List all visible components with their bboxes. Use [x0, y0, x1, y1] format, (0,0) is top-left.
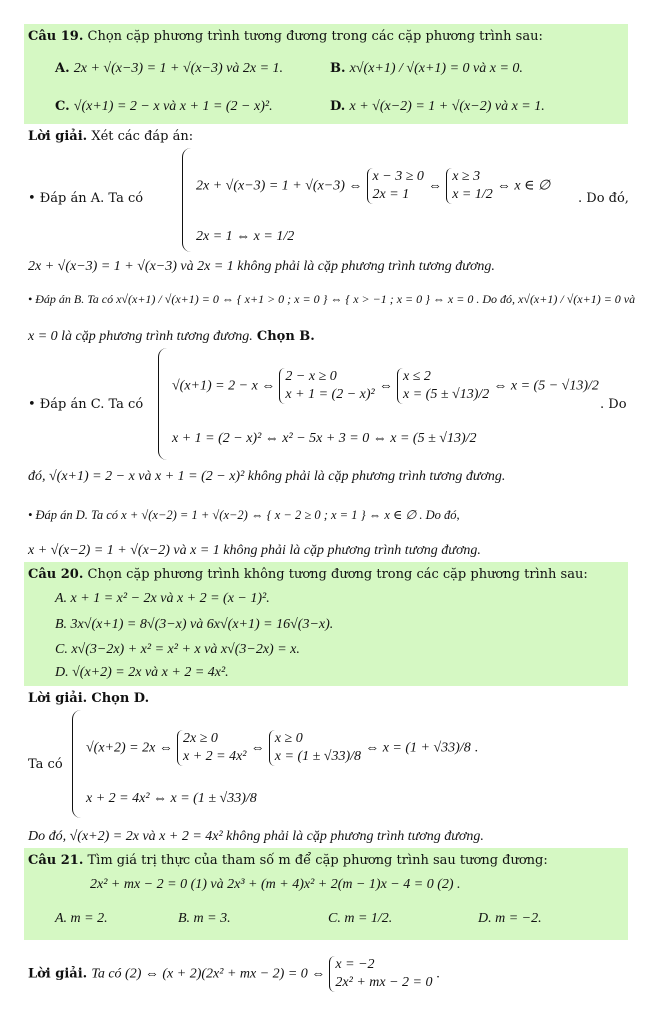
question-21-title: Câu 21.: [28, 853, 84, 868]
q19-option-b: B. x√(x+1) / √(x+1) = 0 và x = 0.: [330, 61, 523, 76]
q19-a-conclusion: 2x + √(x−3) = 1 + √(x−3) và 2x = 1 không phải là cặp phương trình tương đương.: [28, 259, 495, 274]
q21-option-a: A. m = 2.: [55, 911, 108, 926]
q19-c-conclusion: đó, √(x+1) = 2 − x và x + 1 = (2 − x)² không phải là cặp phương trình tương đương.: [28, 469, 506, 484]
q21-system: x = −2 2x² + mx − 2 = 0: [329, 956, 432, 992]
q20-answer: Chọn D.: [91, 691, 150, 706]
q19-option-a: A. 2x + √(x−3) = 1 + √(x−3) và 2x = 1.: [55, 61, 284, 76]
q19-a-system2: x ≥ 3 x = 1/2: [446, 168, 493, 204]
q21-option-b: B. m = 3.: [178, 911, 231, 926]
q19-solution-intro: Lời giải. Xét các đáp án:: [28, 129, 194, 144]
q19-a-lead: • Đáp án A. Ta có: [28, 191, 144, 206]
q19-d-conclusion: x + √(x−2) = 1 + √(x−2) và x = 1 không phải là cặp phương trình tương đương.: [28, 543, 481, 558]
q19-c-system1: 2 − x ≥ 0 x + 1 = (2 − x)²: [279, 368, 374, 404]
solution-label: Lời giải.: [28, 691, 88, 706]
q20-option-d: D. √(x+2) = 2x và x + 2 = 4x².: [55, 665, 229, 680]
q20-option-c: C. x√(3−2x) + x² = x² + x và x√(3−2x) = x.: [55, 642, 300, 657]
question-21-prompt: Tìm giá trị thực của tham số m để cặp phương trình sau tương đương:: [87, 853, 548, 868]
q20-option-b: B. 3x√(x+1) = 8√(3−x) và 6x√(x+1) = 16√(3−x).: [55, 617, 334, 632]
q20-solution-header: [28, 690, 632, 708]
q21-option-c: C. m = 1/2.: [328, 911, 393, 926]
solution-label: Lời giải.: [28, 129, 88, 144]
q19-b-conclusion: x = 0 là cặp phương trình tương đương. Chọn B.: [28, 329, 315, 344]
question-20-title: Câu 20.: [28, 567, 84, 582]
question-19-header: [28, 28, 632, 46]
q20-option-a: A. x + 1 = x² − 2x và x + 2 = (x − 1)².: [55, 591, 270, 606]
q19-a-brace: [182, 148, 191, 252]
q19-c-system2: x ≤ 2 x = (5 ± √13)/2: [397, 368, 489, 404]
q19-a-system1: x − 3 ≥ 0 2x = 1: [367, 168, 424, 204]
q19-c-brace: [158, 348, 167, 460]
q21-solution: Lời giải. Ta có (2) ⇔ (x + 2)(2x² + mx − 2) = 0 ⇔ x = −2 2x² + mx − 2 = 0 .: [28, 957, 441, 990]
q21-equations: 2x² + mx − 2 = 0 (1) và 2x³ + (m + 4)x² + 2(m − 1)x − 4 = 0 (2) .: [90, 877, 461, 892]
q19-c-line1: √(x+1) = 2 − x ⇔ 2 − x ≥ 0 x + 1 = (2 − x)² ⇔ x ≤ 2 x = (5 ± √13)/2 ⇔ x = (5 − √13)/2: [172, 369, 599, 402]
q20-lead: Ta có: [28, 757, 63, 772]
q19-a-line2: 2x = 1 ⇔ x = 1/2: [196, 229, 295, 244]
question-21-header: [28, 852, 632, 870]
q19-b-line: • Đáp án B. Ta có x√(x+1) / √(x+1) = 0 ⇔ { x+1 > 0 ; x = 0 } ⇔ { x > −1 ; x = 0 } ⇔ x = 0 . Do đó, x√(x+1) / √(x+1) = 0 và: [28, 292, 636, 306]
q19-answer: Chọn B.: [256, 329, 315, 344]
question-19-title: Câu 19.: [28, 29, 84, 44]
q19-a-tail: . Do đó,: [578, 191, 629, 206]
q20-conclusion: Do đó, √(x+2) = 2x và x + 2 = 4x² không phải là cặp phương trình tương đương.: [28, 829, 484, 844]
q21-option-d: D. m = −2.: [478, 911, 542, 926]
q20-brace: [72, 710, 81, 818]
q19-c-line2: x + 1 = (2 − x)² ⇔ x² − 5x + 3 = 0 ⇔ x = (5 ± √13)/2: [172, 431, 477, 446]
q19-option-c: C. √(x+1) = 2 − x và x + 1 = (2 − x)².: [55, 99, 273, 114]
q19-option-d: D. x + √(x−2) = 1 + √(x−2) và x = 1.: [330, 99, 545, 114]
q19-d-line: • Đáp án D. Ta có x + √(x−2) = 1 + √(x−2) ⇔ { x − 2 ≥ 0 ; x = 1 } ⇔ x ∈ ∅ . Do đó,: [28, 508, 460, 522]
q19-c-lead: • Đáp án C. Ta có: [28, 397, 144, 412]
q20-system1: 2x ≥ 0 x + 2 = 4x²: [177, 730, 247, 766]
q20-line2: x + 2 = 4x² ⇔ x = (1 ± √33)/8: [86, 791, 257, 806]
solution-label: Lời giải.: [28, 966, 88, 982]
question-20-prompt: Chọn cặp phương trình không tương đương trong các cặp phương trình sau:: [87, 567, 588, 582]
question-19-prompt: Chọn cặp phương trình tương đương trong các cặp phương trình sau:: [87, 29, 543, 44]
q20-system2: x ≥ 0 x = (1 ± √33)/8: [269, 730, 361, 766]
q19-a-line1: 2x + √(x−3) = 1 + √(x−3) ⇔ x − 3 ≥ 0 2x = 1 ⇔ x ≥ 3 x = 1/2 ⇔ x ∈ ∅: [196, 169, 551, 202]
q20-line1: √(x+2) = 2x ⇔ 2x ≥ 0 x + 2 = 4x² ⇔ x ≥ 0 x = (1 ± √33)/8 ⇔ x = (1 + √33)/8 .: [86, 731, 479, 764]
q19-c-tail: . Do: [600, 397, 627, 412]
question-20-header: [28, 566, 632, 584]
